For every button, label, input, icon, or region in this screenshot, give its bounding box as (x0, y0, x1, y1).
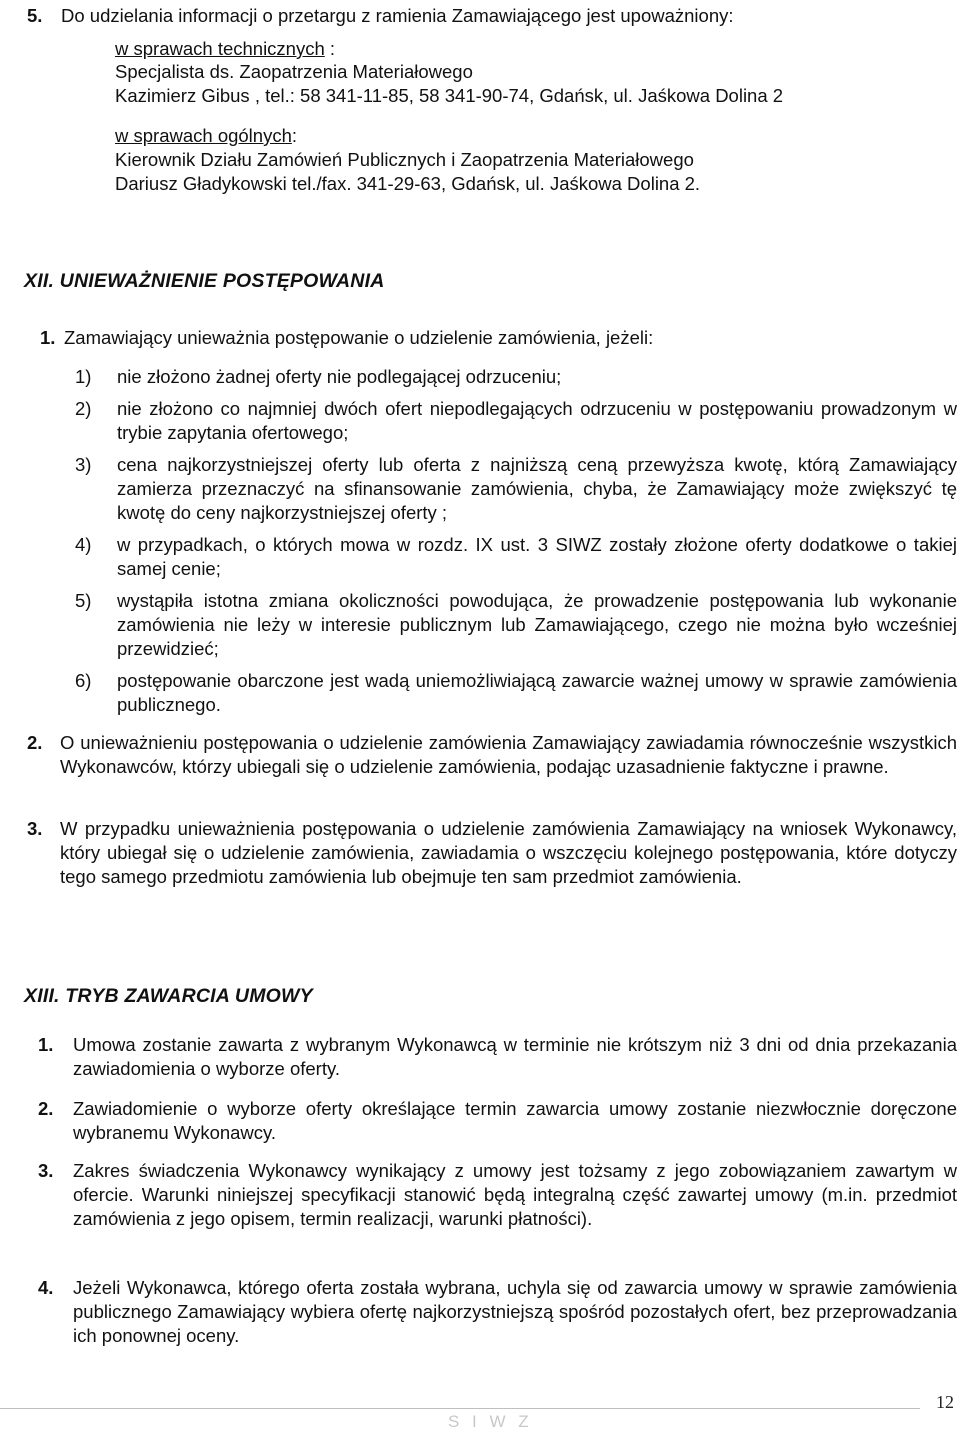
list-item-text: Zawiadomienie o wyborze oferty określające termin zawarcia umowy zostanie niezwłocznie doręczone wybranemu Wykonawcy. (73, 1098, 957, 1143)
list-item-number: 3) (75, 454, 92, 475)
list-item-number: 3. (38, 1160, 54, 1181)
list-item-text: Umowa zostanie zawarta z wybranym Wykonawcą w terminie nie krótszym niż 3 dni od dnia przekazania zawiadomienia o wyborze oferty. (73, 1034, 957, 1079)
section-12-p1-text: Zamawiający unieważnia postępowanie o udzielenie zamówienia, jeżeli: (64, 327, 654, 348)
list-item-text: postępowanie obarczone jest wadą uniemożliwiającą zawarcie ważnej umowy w sprawie zamówienia publicznego. (117, 670, 957, 715)
list-item-text: Jeżeli Wykonawca, którego oferta została wybrana, uchyla się od zawarcia umowy w sprawie zamówienia publicznego Zamawiający wybiera ofertę najkorzystniejszą spośród pozostałych ofert, bez przeprowadzania ich ponownej oceny. (73, 1277, 957, 1346)
footer-divider (0, 1408, 920, 1409)
section-12-p2-text (60, 731, 957, 779)
section-12-p1-number: 1. (40, 327, 56, 348)
page-number: 12 (936, 1392, 954, 1412)
section-12-p3-number: 3. (27, 818, 43, 839)
list-item-number: 1. (38, 1034, 54, 1055)
section-5-text: Do udzielania informacji o przetargu z ramienia Zamawiającego jest upoważniony: (61, 5, 734, 26)
technical-contact-colon: : (324, 38, 336, 59)
list-item-number: 4) (75, 534, 92, 555)
list-item-text: wystąpiła istotna zmiana okoliczności powodująca, że prowadzenie postępowania lub wykonanie zamówienia nie leży w interesie publicznym lub Zamawiającego, czego nie można było wcześniej przewidzieć; (117, 590, 957, 659)
section-12-p3-text (60, 817, 957, 889)
section-12-p3-content: W przypadku unieważnienia postępowania o udzielenie zamówienia Zamawiający na wniosek Wykonawcy, który ubiegał się o udzielenie zamówienia, zawiadamia o wszczęciu kolejnego postępowania, które dotyczy tego samego przedmiotu zamówienia lub obejmuje ten sam przedmiot zamówienia. (60, 818, 957, 887)
section-13-heading: XIII. TRYB ZAWARCIA UMOWY (24, 985, 313, 1007)
list-item-number: 4. (38, 1277, 54, 1298)
footer-label: S I W Z (448, 1412, 533, 1431)
list-item-text: nie złożono co najmniej dwóch ofert niepodlegających odrzuceniu w postępowaniu prowadzonym w trybie zapytania ofertowego; (117, 398, 957, 443)
section-12-p2-number: 2. (27, 732, 43, 753)
list-item-number: 6) (75, 670, 92, 691)
list-item-text: w przypadkach, o których mowa w rozdz. IX ust. 3 SIWZ zostały złożone oferty dodatkowe o takiej samej cenie; (117, 534, 957, 579)
list-item-number: 2) (75, 398, 92, 419)
technical-contact-details: Kazimierz Gibus , tel.: 58 341-11-85, 58 341-90-74, Gdańsk, ul. Jaśkowa Dolina 2 (115, 85, 784, 106)
list-item-number: 1) (75, 366, 92, 387)
list-item-text: cena najkorzystniejszej oferty lub oferta z najniższą ceną przewyższa kwotę, którą Zamawiający zamierza przeznaczyć na sfinansowanie zamówienia, chyba, że Zamawiający może zwiększyć tę kwotę do ceny najkorzystniejszej oferty ; (117, 454, 957, 523)
list-item-number: 5) (75, 590, 92, 611)
general-contact-role: Kierownik Działu Zamówień Publicznych i Zaopatrzenia Materiałowego (115, 149, 694, 170)
general-contact-label: w sprawach ogólnych (115, 125, 292, 146)
list-item-text: nie złożono żadnej oferty nie podlegającej odrzuceniu; (117, 366, 562, 387)
list-item-text: Zakres świadczenia Wykonawcy wynikający z umowy jest tożsamy z jego zobowiązaniem zawartym w ofercie. Warunki niniejszej specyfikacji stanowić będą integralną część zawartej umowy (m.in. przedmiot zamówienia z jego opisem, termin realizacji, warunki płatności). (73, 1160, 957, 1229)
technical-contact-label: w sprawach technicznych (115, 38, 325, 59)
general-contact-colon: : (291, 125, 298, 146)
general-contact-details: Dariusz Gładykowski tel./fax. 341-29-63, Gdańsk, ul. Jaśkowa Dolina 2. (115, 173, 701, 194)
section-12-heading: XII. UNIEWAŻNIENIE POSTĘPOWANIA (24, 270, 385, 292)
technical-contact-label-line (115, 37, 335, 61)
section-5-number: 5. (27, 5, 43, 26)
general-contact-label-line (115, 124, 297, 148)
technical-contact-role: Specjalista ds. Zaopatrzenia Materiałowego (115, 61, 473, 82)
list-item-number: 2. (38, 1098, 54, 1119)
section-12-p2-content: O unieważnieniu postępowania o udzielenie zamówienia Zamawiający zawiadamia równocześnie wszystkich Wykonawców, którzy ubiegali się o udzielenie zamówienia, podając uzasadnienie faktyczne i prawne. (60, 732, 957, 777)
